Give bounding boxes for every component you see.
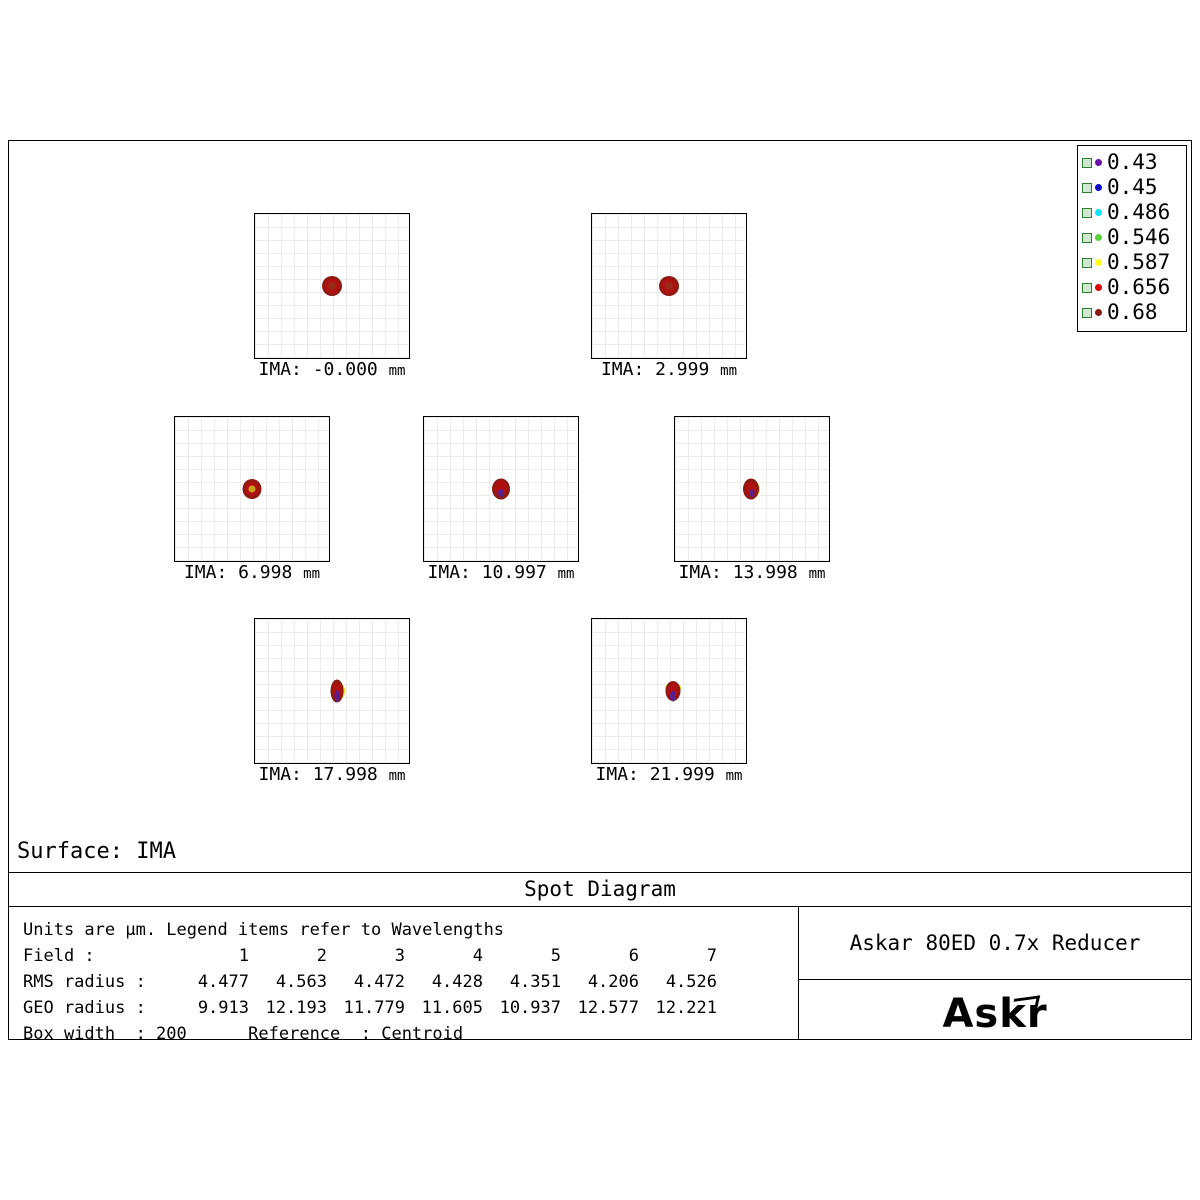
field-caption: IMA: -0.000 mm <box>258 359 406 380</box>
brand-panel <box>799 907 1191 1039</box>
legend-item-label: 0.45 <box>1107 175 1158 199</box>
legend-item-label: 0.546 <box>1107 225 1171 249</box>
legend-item <box>1082 175 1182 200</box>
field-number: 4 <box>472 946 483 966</box>
wavelength-legend <box>1077 145 1187 332</box>
geo-value: 12.221 <box>655 998 717 1018</box>
row-label-field: Field : <box>23 946 95 966</box>
field-caption: IMA: 13.998 mm <box>678 562 826 583</box>
legend-color-dot-icon <box>1095 234 1102 241</box>
field-number: 7 <box>706 946 717 966</box>
rms-value: 4.563 <box>275 972 327 992</box>
logo-text-part2: r <box>1026 991 1048 1037</box>
legend-checkbox-icon[interactable] <box>1082 258 1092 268</box>
field-caption: IMA: 21.999 mm <box>595 764 743 785</box>
plot-area <box>9 141 1191 831</box>
product-name: Askar 80ED 0.7x Reducer <box>849 931 1141 955</box>
chart-title: Spot Diagram <box>9 873 1191 907</box>
legend-checkbox-icon[interactable] <box>1082 283 1092 293</box>
spot-diagram-frame <box>8 140 1192 1044</box>
rms-value: 4.351 <box>509 972 561 992</box>
field-number: 3 <box>394 946 405 966</box>
legend-color-dot-icon <box>1095 184 1102 191</box>
spot-layer-0.43 <box>335 690 340 702</box>
legend-item <box>1082 300 1182 325</box>
table-row <box>23 995 717 1021</box>
geo-value: 11.605 <box>421 998 483 1018</box>
askar-logo <box>799 991 1191 1037</box>
rms-value: 4.477 <box>197 972 249 992</box>
legend-checkbox-icon[interactable] <box>1082 233 1092 243</box>
legend-item-label: 0.486 <box>1107 200 1171 224</box>
spot-layer-0.587 <box>328 282 336 290</box>
legend-color-dot-icon <box>1095 309 1102 316</box>
geo-value: 11.779 <box>343 998 405 1018</box>
field-caption: IMA: 2.999 mm <box>600 359 738 380</box>
legend-checkbox-icon[interactable] <box>1082 158 1092 168</box>
field-number: 6 <box>628 946 639 966</box>
legend-item <box>1082 200 1182 225</box>
field-number: 2 <box>316 946 327 966</box>
geo-value: 12.577 <box>577 998 639 1018</box>
legend-item <box>1082 150 1182 175</box>
legend-checkbox-icon[interactable] <box>1082 183 1092 193</box>
legend-checkbox-icon[interactable] <box>1082 208 1092 218</box>
field-caption: IMA: 10.997 mm <box>427 562 575 583</box>
geo-value: 12.193 <box>265 998 327 1018</box>
row-label-rms: RMS radius : <box>23 972 146 992</box>
field-caption: IMA: 6.998 mm <box>183 562 321 583</box>
spot-layer-0.43 <box>670 691 676 702</box>
legend-item-label: 0.68 <box>1107 300 1158 324</box>
legend-item <box>1082 225 1182 250</box>
logo-text-part1: Ask <box>942 991 1027 1037</box>
footer <box>9 907 1191 1044</box>
field-caption: IMA: 17.998 mm <box>258 764 406 785</box>
rms-value: 4.526 <box>665 972 717 992</box>
spot-layer-0.43 <box>498 489 504 497</box>
box-width-note: Box width : 200 Reference : Centroid <box>23 1024 464 1044</box>
row-label-geo: GEO radius : <box>23 998 146 1018</box>
legend-item-label: 0.656 <box>1107 275 1171 299</box>
legend-color-dot-icon <box>1095 159 1102 166</box>
divider <box>799 979 1191 980</box>
legend-item <box>1082 275 1182 300</box>
table-row <box>23 943 717 969</box>
field-number: 1 <box>238 946 249 966</box>
rms-value: 4.206 <box>587 972 639 992</box>
units-note: Units are µm. Legend items refer to Wavelengths <box>23 920 505 940</box>
legend-checkbox-icon[interactable] <box>1082 308 1092 318</box>
rms-value: 4.428 <box>431 972 483 992</box>
legend-item-label: 0.43 <box>1107 150 1158 174</box>
legend-item <box>1082 250 1182 275</box>
stats-panel <box>9 907 799 1044</box>
spot-layer-0.587 <box>249 486 256 493</box>
surface-label: Surface: IMA <box>9 831 1191 873</box>
rms-value: 4.472 <box>353 972 405 992</box>
legend-color-dot-icon <box>1095 209 1102 216</box>
table-row <box>23 969 717 995</box>
spot-layer-0.43 <box>750 489 755 497</box>
stats-table <box>23 943 717 1021</box>
spot-layer-0.587 <box>665 282 673 290</box>
field-number: 5 <box>550 946 561 966</box>
geo-value: 10.937 <box>499 998 561 1018</box>
legend-item-label: 0.587 <box>1107 250 1171 274</box>
legend-color-dot-icon <box>1095 259 1102 266</box>
legend-color-dot-icon <box>1095 284 1102 291</box>
geo-value: 9.913 <box>197 998 249 1018</box>
